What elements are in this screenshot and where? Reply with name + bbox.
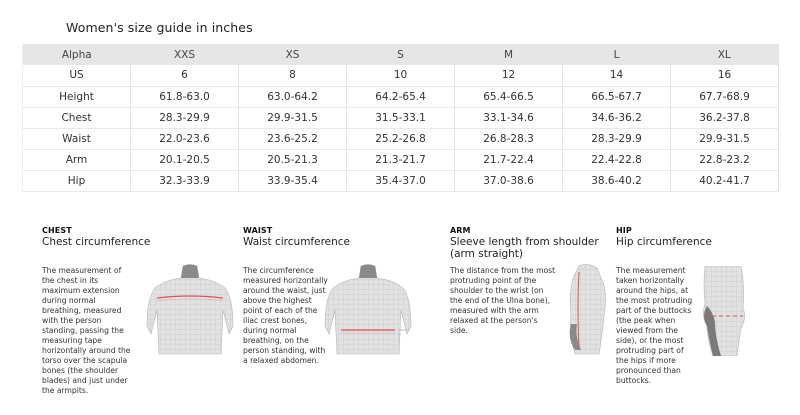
table-cell: 61.8-63.0 <box>131 86 239 107</box>
table-cell: 29.9-31.5 <box>671 128 779 149</box>
table-cell: 8 <box>239 65 347 86</box>
row-label: US <box>23 65 131 86</box>
header-cell: S <box>347 44 455 65</box>
table-cell: 29.9-31.5 <box>239 107 347 128</box>
hip-caption: HIP <box>616 226 632 235</box>
chest-panel <box>42 226 232 395</box>
waist-caption: WAIST <box>243 226 273 235</box>
table-header-row <box>23 44 779 65</box>
table-cell: 20.5-21.3 <box>239 149 347 170</box>
table-row <box>23 107 779 128</box>
header-cell: XXS <box>131 44 239 65</box>
hip-subtitle: Hip circumference <box>616 236 712 248</box>
table-cell: 38.6-40.2 <box>563 170 671 191</box>
table-cell: 28.3-29.9 <box>131 107 239 128</box>
row-label: Arm <box>23 149 131 170</box>
table-cell: 32.3-33.9 <box>131 170 239 191</box>
table-cell: 21.3-21.7 <box>347 149 455 170</box>
arm-panel <box>450 226 610 335</box>
chest-caption: CHEST <box>42 226 72 235</box>
table-cell: 36.2-37.8 <box>671 107 779 128</box>
arm-caption: ARM <box>450 226 471 235</box>
table-cell: 14 <box>563 65 671 86</box>
chest-figure-icon <box>145 264 235 356</box>
row-label: Chest <box>23 107 131 128</box>
waist-figure-icon <box>323 264 413 356</box>
table-cell: 65.4-66.5 <box>455 86 563 107</box>
header-cell: L <box>563 44 671 65</box>
waist-panel <box>243 226 433 365</box>
hip-figure-icon <box>701 266 761 356</box>
table-cell: 33.9-35.4 <box>239 170 347 191</box>
table-cell: 33.1-34.6 <box>455 107 563 128</box>
table-cell: 23.6-25.2 <box>239 128 347 149</box>
page-title: Women's size guide in inches <box>66 20 253 35</box>
table-row <box>23 128 779 149</box>
table-cell: 25.2-26.8 <box>347 128 455 149</box>
chest-description: The measurement of the chest in its maximum extension during normal breathing, measured with the person standing, passing the measuring tape horizontally around the torso over the scapula bones (the shoulder blades) and just under the armpits. <box>42 266 131 395</box>
row-label: Waist <box>23 128 131 149</box>
table-cell: 35.4-37.0 <box>347 170 455 191</box>
table-cell: 28.3-29.9 <box>563 128 671 149</box>
table-row <box>23 149 779 170</box>
table-cell: 64.2-65.4 <box>347 86 455 107</box>
table-row <box>23 65 779 86</box>
header-cell: M <box>455 44 563 65</box>
table-cell: 20.1-20.5 <box>131 149 239 170</box>
table-cell: 12 <box>455 65 563 86</box>
header-cell: XL <box>671 44 779 65</box>
arm-figure-icon <box>565 264 610 356</box>
table-cell: 6 <box>131 65 239 86</box>
table-cell: 67.7-68.9 <box>671 86 779 107</box>
arm-description: The distance from the most protruding point of the shoulder to the wrist (on the end of the Ulna bone), measured with the arm relaxed at the person's side. <box>450 266 556 335</box>
arm-subtitle: Sleeve length from shoulder (arm straight) <box>450 236 599 260</box>
chest-subtitle: Chest circumference <box>42 236 151 248</box>
table-cell: 40.2-41.7 <box>671 170 779 191</box>
table-cell: 22.0-23.6 <box>131 128 239 149</box>
row-label: Height <box>23 86 131 107</box>
table-cell: 31.5-33.1 <box>347 107 455 128</box>
header-cell: XS <box>239 44 347 65</box>
table-cell: 63.0-64.2 <box>239 86 347 107</box>
hip-panel <box>616 226 796 385</box>
size-table <box>22 44 779 192</box>
table-cell: 10 <box>347 65 455 86</box>
row-label: Hip <box>23 170 131 191</box>
hip-description: The measurement taken horizontally around the hips, at the most protruding part of the buttocks (the peak when viewed from the side), or the most protruding part of the hips if more pronounced than buttocks. <box>616 266 693 385</box>
waist-description: The circumference measured horizontally around the waist, just above the highest point of each of the iliac crest bones, during normal breathing, on the person standing, with a relaxed abdomen. <box>243 266 328 365</box>
table-cell: 16 <box>671 65 779 86</box>
table-row <box>23 86 779 107</box>
table-cell: 26.8-28.3 <box>455 128 563 149</box>
table-cell: 22.4-22.8 <box>563 149 671 170</box>
header-cell: Alpha <box>23 44 131 65</box>
table-cell: 22.8-23.2 <box>671 149 779 170</box>
waist-subtitle: Waist circumference <box>243 236 351 248</box>
table-cell: 34.6-36.2 <box>563 107 671 128</box>
table-cell: 21.7-22.4 <box>455 149 563 170</box>
table-cell: 37.0-38.6 <box>455 170 563 191</box>
table-row <box>23 170 779 191</box>
table-cell: 66.5-67.7 <box>563 86 671 107</box>
